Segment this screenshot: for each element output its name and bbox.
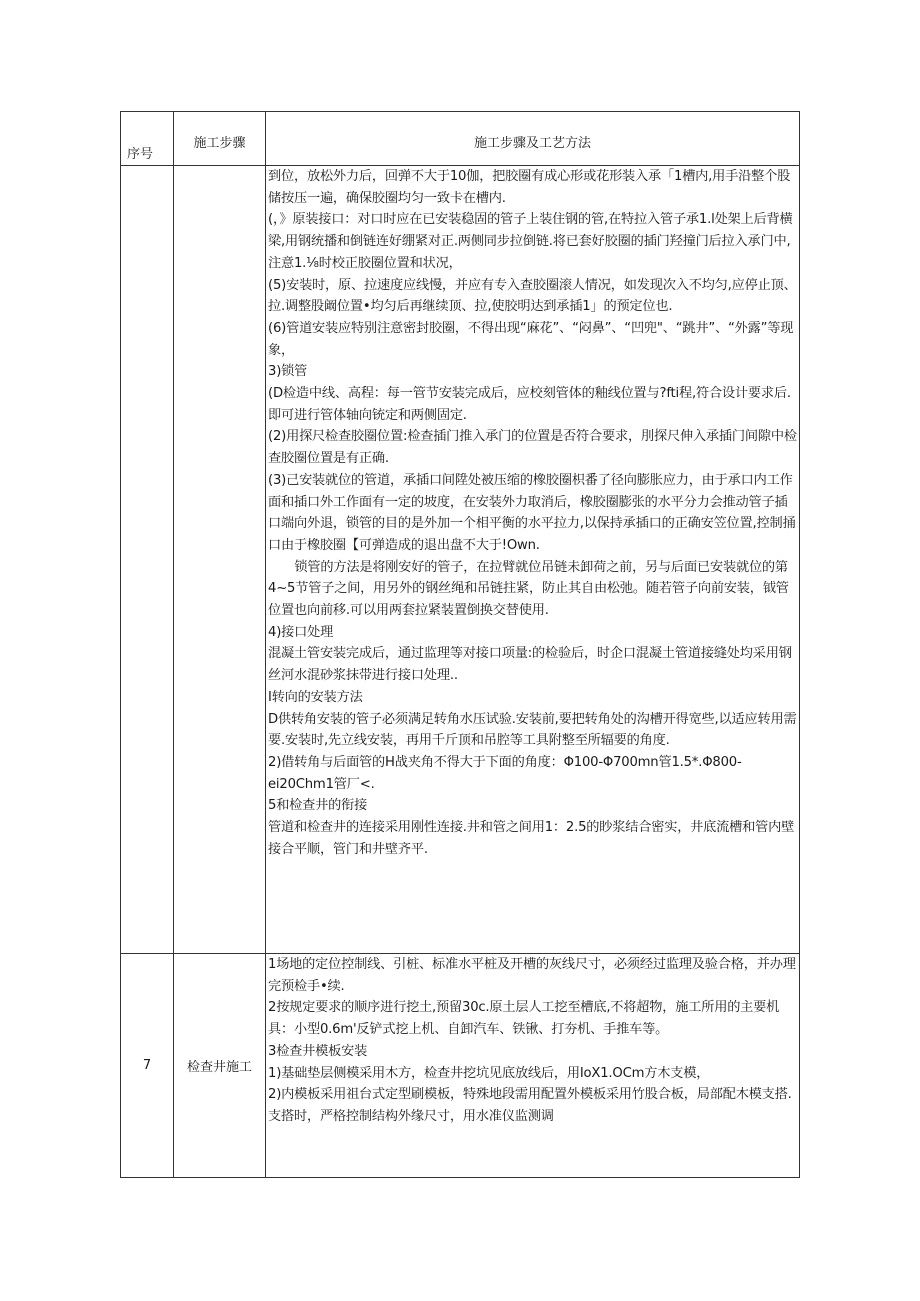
method-line: 4)接口处理 — [268, 624, 334, 640]
method-line: 1)基础垫层侧模采用木方，检查井挖坑见底放线后，用IoX1.OCm方木支模， — [268, 1065, 710, 1081]
construction-steps-table — [120, 111, 800, 1178]
method-line: D供转角安装的管子必须满足转角水压试验.安装前,要把转角处的沟槽开得宽些,以适应转用需要.安装时,先立线安装，再用千斤顶和吊腔等工具附整至所辐要的角度. — [268, 711, 797, 749]
method-line: 2按规定要求的顺序进行挖土,预留30c.原土层人工挖至槽底,不将超物，施工所用的主要机具：小型0.6m'反铲式挖上机、自卸汽车、铁锹、打夯机、手推车等。 — [268, 1000, 780, 1038]
method-line: 混凝土管安装完成后，通过监理等对接口项量:的检验后，时企口混凝土管道接缝处均采用钢丝河水混砂浆抹带进行接口处理.. — [268, 646, 792, 684]
method-line: 3)锁管 — [268, 364, 308, 380]
header-method-cell — [266, 112, 800, 166]
table-header-row — [121, 112, 800, 166]
header-step-cell — [174, 112, 266, 166]
method-line: 锁管的方法是将刚安好的管子，在拉臂就位吊链未卸荷之前，另与后面已安装就位的第4~5节管子之间，用另外的钢丝绳和吊链拄紧，防止其自由松弛。随若管子向前安装，钺管位置也向前移.可以用两套拉紧装置倒换交替使用. — [268, 559, 789, 619]
cell-seq-empty — [121, 166, 174, 954]
header-seq-cell — [121, 112, 174, 166]
method-line: 3检查井模板安装 — [268, 1043, 368, 1059]
header-seq: 序号 — [127, 147, 154, 162]
cell-step-empty — [174, 166, 266, 954]
method-line: 管道和检查井的连接采用刚性连接.井和管之间用1：2.5的眇浆结合密实，井底流槽和管内壁接合平顺，管门和井壁齐平. — [268, 820, 795, 857]
method-line: 1场地的定位控制线、引桩、标准水平桩及开槽的灰线尺寸，必须经过监理及验合格，并办理完预检手•续. — [268, 957, 796, 994]
method-line: (2)用探尺检查胶圈位置:检查插门推入承门的位置是否符合要求，刖探尺伸入承插门间隙中检查胶圈位置是有正确. — [268, 429, 797, 467]
method-line: (5)安装时，原、拉速度应线慢，并应有专入查胶圈滚人情况，如发现次入不均匀,应停止顶、拉.调整股阚位置•均匀后再继续顶、拉,使胶明达到承插1」的预定位也. — [268, 277, 797, 315]
method-line: (，》原装接口：对口时应在已安装稳固的管子上装住钢的管,在特拉入管子承1.l处架上后背横梁,用钢统播和倒链连好绷紧对正.两侧同步拉倒链.将已套好胶圈的插门羟撞门后拉入承门中,注意1.⅛时校正胶圈位置和状况， — [268, 212, 793, 271]
method-line: 2)内模板采用祖台式定型刷模板，特殊地段需用配置外模板采用竹股合板，局部配木模支搭.支搭时，严格控制结构外缘尺寸，用水准仪监测调 — [268, 1087, 792, 1124]
cell-seq-7 — [121, 954, 174, 1178]
method-line: 5和检查井的衔接 — [268, 798, 368, 814]
method-line: 到位，放松外力后，回弹不大于10伽，把胶圈有成心形或花形装入承「1槽内,用手沿整个股储按压一遍，确保胶圈均匀一致卡在槽内. — [268, 169, 791, 206]
table-row-continued — [121, 166, 800, 954]
method-line: (3)己安装就位的管道，承插口间陞处被压缩的橡胶圈枳番了径向膨胀应力，由于承口内工作面和插口外工作面有一定的坡度，在安装外力取消后，橡胶圈膨张的水平分力会推动管子插口端向外退，锁管的目的是外加一个相平衡的水平拉力,以保持承插口的正确安笠位置,控制捅口由于橡胶圈【可弹造成的退出盘不大于!Own. — [268, 472, 796, 553]
cell-method-7 — [266, 954, 800, 1178]
method-text-continued — [266, 166, 799, 861]
row-step: 检查井施工 — [186, 1060, 252, 1075]
header-method: 施工步骤及工艺方法 — [473, 136, 591, 151]
method-line: (6)管道安装应特别注意密封胶圈，不得出现“麻花”、“闷鼻”、“凹兜"、“跳井”、“外露”等现象， — [268, 320, 794, 358]
method-line: I转向的安装方法 — [268, 689, 363, 705]
method-line: 2)借转角与后面管的H战夹角不得大于下面的角度：Φ100-Φ700mn管1.5*.Φ800-ei20Chm1管厂<. — [268, 754, 742, 792]
cell-step-7 — [174, 954, 266, 1178]
method-text-7 — [266, 954, 799, 1128]
header-step: 施工步骤 — [193, 136, 246, 151]
method-line: (D检造中线、高程：每一管节安装完成后，应校刻管体的釉线位置与?fti程,符合设计要求后.即可进行管体轴向铳定和两侧固定. — [268, 386, 791, 423]
table-row-7 — [121, 954, 800, 1178]
row-seq: 7 — [142, 1058, 152, 1073]
cell-method-continued — [266, 166, 800, 954]
